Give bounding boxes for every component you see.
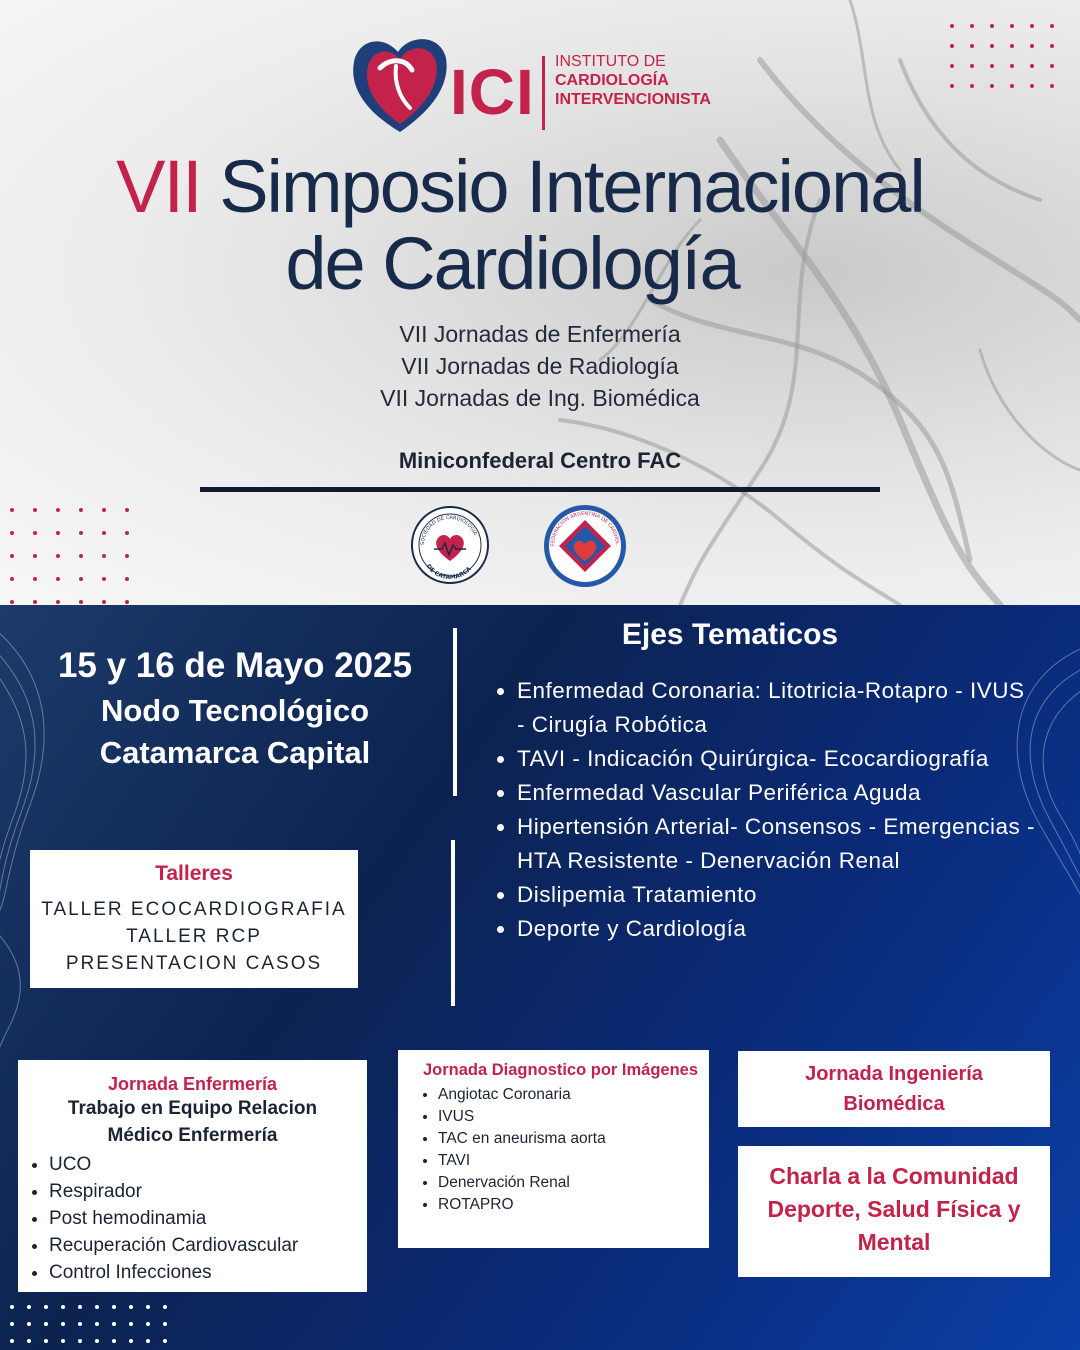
decorative-dots-left <box>8 506 132 605</box>
charla-line-1: Charla a la Comunidad <box>769 1163 1019 1189</box>
talleres-card <box>30 850 358 988</box>
list-item: • Control Infecciones <box>49 1259 367 1286</box>
jornada-ingenieria-title-2: Biomédica <box>843 1093 945 1115</box>
jornada-enfermeria-subtitle-1: Trabajo en Equipo Relacion <box>67 1098 318 1119</box>
event-date: 15 y 16 de Mayo 2025 <box>57 646 413 685</box>
catamarca-seal-top-text: SOCIEDAD DE CARDIOLOGIA <box>419 514 478 546</box>
logo-text <box>555 52 711 109</box>
subtitle-radiologia: VII Jornadas de Radiología <box>401 353 679 379</box>
charla-line-3: Mental <box>857 1229 931 1255</box>
divider-line-upper <box>453 628 457 796</box>
ejes-tematicos-list <box>493 674 1037 946</box>
title-line-1-rest: Simposio Internacional <box>219 145 924 228</box>
miniconfederal-label: Miniconfederal Centro FAC <box>398 448 682 473</box>
list-item: • Enfermedad Vascular Periférica Aguda <box>517 776 1037 810</box>
list-item: • TAC en aneurisma aorta <box>438 1128 709 1150</box>
decorative-dots-top-right <box>948 22 1058 92</box>
page-title-line-2: de Cardiología <box>285 222 739 305</box>
jornada-ingenieria-title-1: Jornada Ingeniería <box>805 1063 983 1085</box>
jornada-enfermeria-subtitle-2: Médico Enfermería <box>107 1125 278 1146</box>
heart-logo-icon <box>350 28 450 136</box>
list-item: • IVUS <box>438 1106 709 1128</box>
header-divider <box>200 487 880 492</box>
charla-comunidad-card <box>738 1146 1050 1277</box>
subtitle-biomedica: VII Jornadas de Ing. Biomédica <box>380 385 700 411</box>
divider-line-lower <box>451 840 455 1006</box>
list-item: PRESENTACION CASOS <box>65 953 323 974</box>
logo-separator <box>542 56 545 130</box>
event-venue: Nodo Tecnológico <box>100 693 370 728</box>
ejes-tematicos-title: Ejes Tematicos <box>621 618 839 651</box>
list-item: • ROTAPRO <box>438 1194 709 1216</box>
logo-acronym: ICI <box>450 56 535 128</box>
jornada-ingenieria-card <box>738 1051 1050 1127</box>
logo-line-3: INTERVENCIONISTA <box>555 91 711 108</box>
list-item: • Respirador <box>49 1178 367 1205</box>
decorative-dots-bottom-left <box>8 1303 178 1343</box>
jornada-diagnostico-title: Jornada Diagnostico por Imágenes <box>422 1061 699 1079</box>
jornada-diagnostico-list <box>398 1084 709 1216</box>
list-item: • UCO <box>49 1151 367 1178</box>
jornada-enfermeria-list <box>18 1151 367 1286</box>
logo-line-2: CARDIOLOGÍA <box>555 72 669 89</box>
list-item: • Angiotac Coronaria <box>438 1084 709 1106</box>
jornada-enfermeria-title: Jornada Enfermería <box>107 1074 278 1094</box>
catamarca-seal-bottom-text: DE CATAMARCA <box>424 563 473 582</box>
event-city: Catamarca Capital <box>99 735 371 770</box>
list-item: • Post hemodinamia <box>49 1205 367 1232</box>
list-item: • Deporte y Cardiología <box>517 912 1037 946</box>
page-title-line-1 <box>0 145 1060 228</box>
ici-logo <box>350 28 750 136</box>
talleres-title: Talleres <box>155 862 233 885</box>
list-item: • TAVI <box>438 1150 709 1172</box>
list-item: TALLER RCP <box>126 926 262 947</box>
title-roman-numeral: VII <box>116 145 201 228</box>
list-item: • Recuperación Cardiovascular <box>49 1232 367 1259</box>
catamarca-cardiology-society-seal-icon <box>410 505 490 585</box>
list-item: • Dislipemia Tratamiento <box>517 878 1037 912</box>
logo-line-1: INSTITUTO DE <box>555 53 666 70</box>
header-section <box>0 0 1080 605</box>
list-item: • Enfermedad Coronaria: Litotricia-Rotapro - IVUS - Cirugía Robótica <box>517 674 1037 742</box>
jornada-ingenieria-title <box>738 1059 1050 1119</box>
list-item: • TAVI - Indicación Quirúrgica- Ecocardiografía <box>517 742 1037 776</box>
list-item: • Hipertensión Arterial- Consensos - Emergencias - HTA Resistente - Denervación Renal <box>517 810 1037 878</box>
jornada-enfermeria-card <box>18 1060 367 1292</box>
list-item: TALLER ECOCARDIOGRAFIA <box>41 899 347 920</box>
fac-seal-text: FEDERACION ARGENTINA DE CARDIOL <box>549 510 620 547</box>
charla-line-2: Deporte, Salud Física y <box>767 1196 1021 1222</box>
event-info <box>30 642 440 774</box>
subtitle-enfermeria: VII Jornadas de Enfermería <box>399 321 681 347</box>
charla-comunidad-title <box>738 1160 1050 1259</box>
list-item: • Denervación Renal <box>438 1172 709 1194</box>
argentine-cardiology-federation-seal-icon <box>542 503 628 589</box>
jornada-diagnostico-card <box>398 1050 709 1248</box>
